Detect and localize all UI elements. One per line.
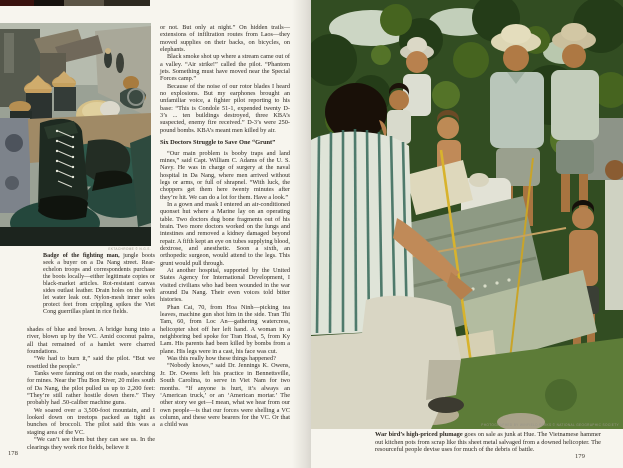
strip-segment — [64, 0, 104, 6]
photo-credit-left: EKTACHROME © N.G.S. — [108, 247, 151, 251]
strip-segment — [0, 0, 34, 6]
photo-credit-right: PHOTOGRAPHED BY WINFIELD PARKS © NATIONAL GEOGRAPHIC SOCIETY — [481, 423, 619, 427]
paragraph: Phan Cai, 70, from Hoa Ninh—picking tea leaves, machine gun shot him in the side. Tran Thi Tam, 60, from Loc An—gathering watercress, helicopter shot off her left hand. A woman in a neighboring bed spoke for Tran Hoai, 5, from Ky Lam. His parents had been killed by bombs from a plane. His legs were in a cast, his face was cut. — [160, 303, 290, 355]
paragraph: At another hospital, supported by the United States Agency for International Development, I visited civilians who had been wounded in the war around Da Nang. Their even voices told bitter histories. — [160, 267, 290, 304]
paragraph: Tanks were fanning out on the roads, searching for mines. Near the Thu Bon River, 20 miles south of Da Nang, the pilot pulled us up to 2,200 feet: “They’re still rather hostile down there.” They probably had .50-caliber machine guns. — [27, 370, 155, 407]
left-page-column-2 — [160, 24, 290, 429]
street-market-boots-illustration — [0, 23, 151, 246]
street-market-boots-photo — [0, 23, 151, 246]
paragraph: Was this really how these things happened? — [167, 355, 276, 363]
caption-right — [375, 431, 601, 454]
page-number-left: 178 — [8, 450, 18, 457]
left-page-column-1 — [27, 326, 155, 451]
paragraph: Because of the noise of our rotor blades I heard no explosions. But my earphones brought an unfamiliar voice, a fighter pilot reporting to his base: “This is Condole 51-1, expended twenty D-3’s ... ten buildings destroyed, three KBA’s suspected, enemy fire received.” D-3’s were 250-pound bombs. KBA’s meant men killed by air. — [160, 82, 290, 134]
children-scrap-metal-photo — [311, 0, 623, 429]
page-edge-photo-strip — [0, 0, 150, 6]
paragraph: “Our main problem is booby traps and land mines,” said Capt. William C. Adams of the U. S. Navy. He was in charge of surgery at the naval hospital in Da Nang, where men arrived without legs or arms, or full of shrapnel. “With luck, the choppers get them here twenty minutes after they’re hit. We can do a lot for them. Have a look.” — [160, 149, 290, 201]
paragraph: We soared over a 3,500-foot mountain, and I looked down on treetops packed as tight as bunches of broccoli. The pilot said this was a staging area of the VC. — [27, 406, 155, 436]
paragraph: In a gown and mask I entered an air-conditioned quonset hut where a Marine lay on an operating table. Two doctors dug bone fragments out of his brain. Two more doctors worked on the lungs and intestines and removed a kidney damaged beyond repair. A fifth kept an eye on tubes supplying blood, dextrose, and anesthetic. Soon a sixth, an orthopedic surgeon, would attend to the legs. This grunt would pull through. — [160, 200, 290, 267]
paragraph: shades of blue and brown. A bridge hung into a river, blown up by the VC. Amid coconut palms, all that remained of a hamlet were charred foundations. — [27, 326, 155, 356]
paragraph: Black smoke shot up where a stream came out of a valley. “Air strike!” called the pilot. “Phantom jets. Something must have moved near the Special Forces camp.” — [160, 53, 290, 83]
caption-right-lead: War bird’s high-priced plumage — [375, 431, 463, 438]
section-heading: Six Doctors Struggle to Save One “Grunt” — [160, 138, 276, 146]
strip-segment — [104, 0, 150, 6]
caption-left-text: jungle boots seek a buyer on a Da Nang street. Rear-echelon troops and correspondents purchase the boots locally—either legitimate copies or black-market articles. Rot-resistant canvas sides outlast leather. Drain holes on the welt let water leak out. Nylon-mesh inner soles protect feet from crippling spikes the Viet Cong guerrillas plant in rice fields. — [43, 253, 155, 315]
strip-segment — [34, 0, 64, 6]
caption-left-lead: Badge of the fighting man, — [43, 253, 120, 259]
caption-left — [43, 253, 155, 316]
paragraph: “We had to burn it,” said the pilot. “But we resettled the people.” — [27, 355, 155, 370]
page-number-right: 179 — [575, 453, 585, 460]
page-gutter-shadow — [292, 0, 311, 468]
paragraph: or not. But only at night.” On hidden trails—extensions of infiltration routes from Laos—they moved supplies on their backs, on bicycles, on elephants. — [160, 24, 290, 54]
paragraph: “We can’t see them but they can see us. In the clearings they work rice fields, believe it — [27, 436, 155, 451]
caption-right-text: goes on sale as junk at Hue. The Vietnamese hammer out kitchen pots from scrap like this sheet metal salvaged from a downed helicopter. The resourceful people devise uses for much of the debris of battle. — [375, 431, 601, 454]
paragraph: “Nobody knows,” said Dr. Jennings K. Owens, Jr. Dr. Owens left his practice in Bennettsville, South Carolina, to serve in Viet Nam for two months. “If anyone is hurt, it’s always an ‘American truck,’ or an ‘American mortar.’ The other story we get—I mean, what we hear from our own people—is that our forces were shelling a VC column, and these were bearers for the VC. Or that a child was — [160, 362, 290, 429]
children-scrap-metal-illustration — [311, 0, 623, 429]
